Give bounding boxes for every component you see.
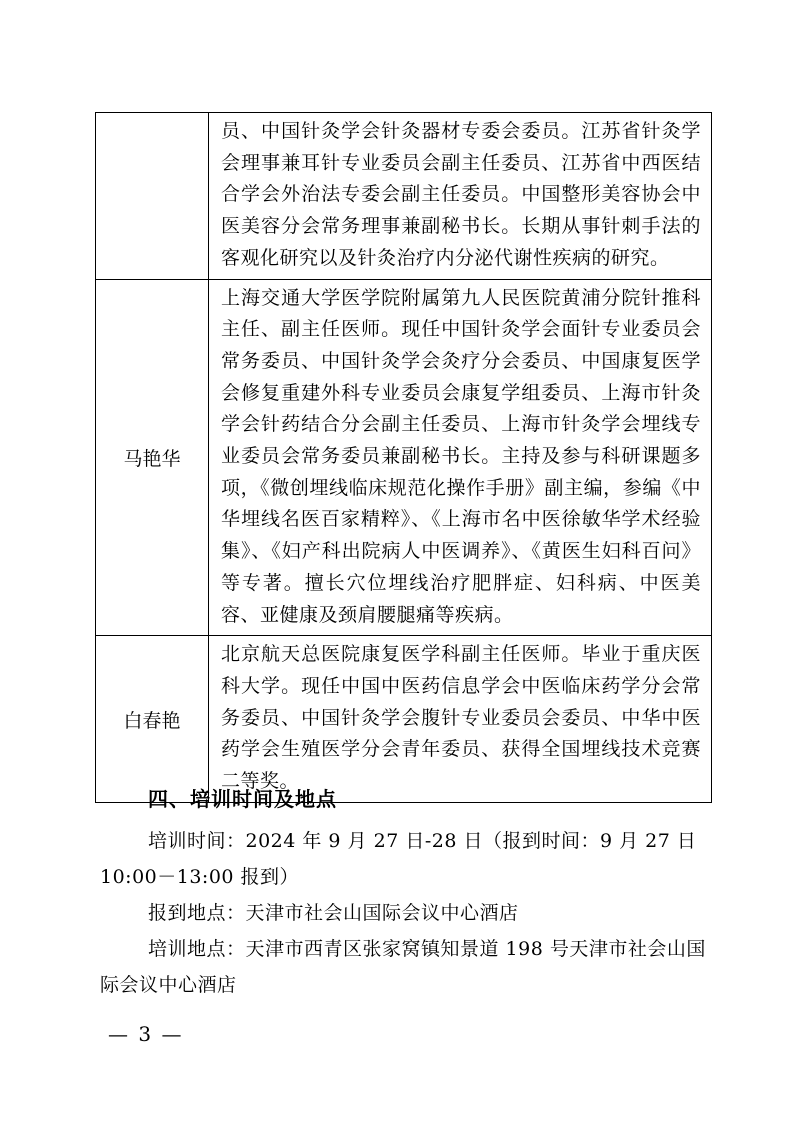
table-row <box>96 636 712 803</box>
report-location-paragraph: 报到地点：天津市社会山国际会议中心酒店 <box>148 902 519 924</box>
expert-name-cell: 白春艳 <box>96 636 209 803</box>
expert-table <box>95 112 712 803</box>
expert-name-cell <box>96 113 209 280</box>
expert-name-cell: 马艳华 <box>96 279 209 636</box>
expert-bio-cell: 北京航天总医院康复医学科副主任医师。毕业于重庆医科大学。现任中国中医药信息学会中医临床药学分会常务委员、中国针灸学会腹针专业委员会委员、中华中医药学会生殖医学分会青年委员、获得全国埋线技术竞赛二等奖。 <box>209 636 712 803</box>
table-row <box>96 113 712 280</box>
training-location-text: 培训地点：天津市西青区张家窝镇知景道 198 号天津市社会山国际会议中心酒店 <box>100 938 706 996</box>
training-location-paragraph <box>100 931 715 1003</box>
training-time-paragraph <box>100 823 715 895</box>
expert-bio-cell: 上海交通大学医学院附属第九人民医院黄浦分院针推科主任、副主任医师。现任中国针灸学会面针专业委员会常务委员、中国针灸学会灸疗分会委员、中国康复医学会修复重建外科专业委员会康复学组委员、上海市针灸学会针药结合分会副主任委员、上海市针灸学会埋线专业委员会常务委员兼副秘书长。主持及参与科研课题多项，《微创埋线临床规范化操作手册》副主编，参编《中华埋线名医百家精粹》、《上海市名中医徐敏华学术经验集》、《妇产科出院病人中医调养》、《黄医生妇科百问》等专著。擅长穴位埋线治疗肥胖症、妇科病、中医美容、亚健康及颈肩腰腿痛等疾病。 <box>209 279 712 636</box>
expert-bio-cell: 员、中国针灸学会针灸器材专委会委员。江苏省针灸学会理事兼耳针专业委员会副主任委员、江苏省中西医结合学会外治法专委会副主任委员。中国整形美容协会中医美容分会常务理事兼副秘书长。长期从事针刺手法的客观化研究以及针灸治疗内分泌代谢性疾病的研究。 <box>209 113 712 280</box>
page-number: — 3 — <box>108 1022 184 1046</box>
table-row <box>96 279 712 636</box>
section-heading: 四、培训时间及地点 <box>148 787 337 811</box>
training-time-text: 培训时间：2024 年 9 月 27 日-28 日（报到时间：9 月 27 日 10:00－13:00 报到） <box>100 830 697 888</box>
